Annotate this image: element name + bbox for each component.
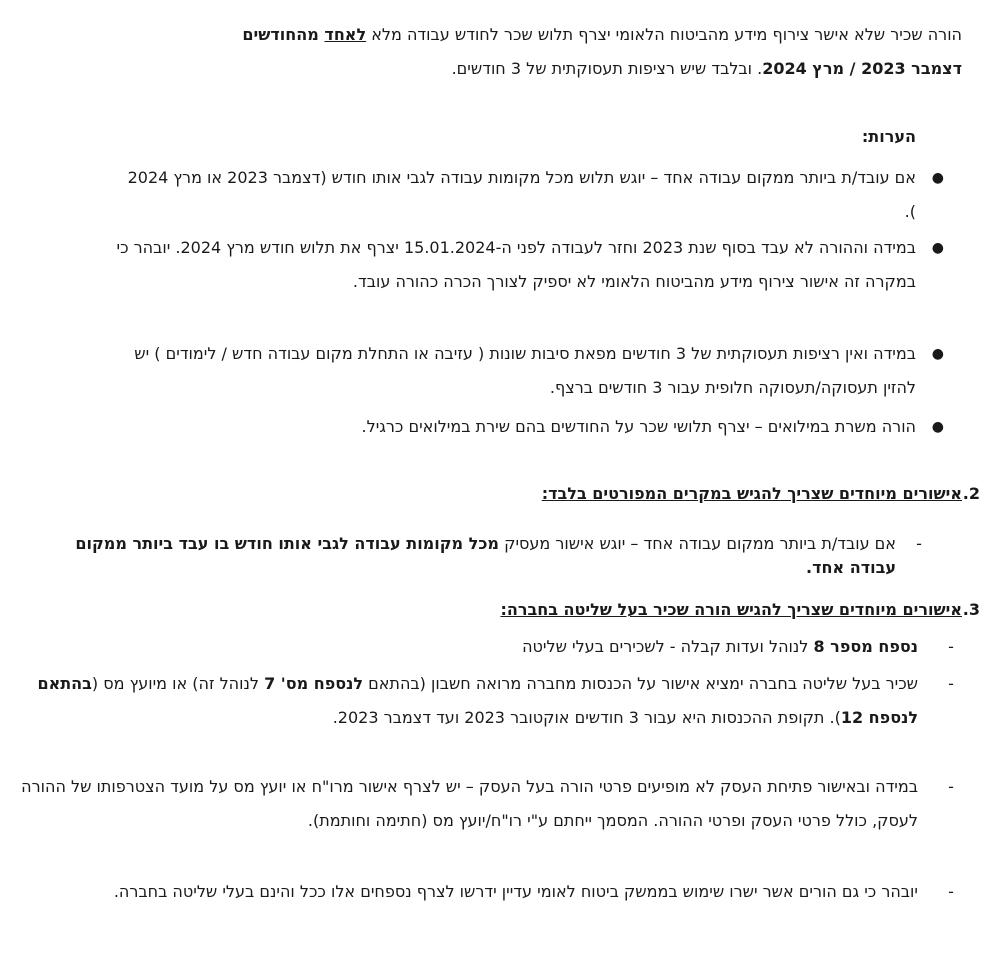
dash-marker: - (948, 882, 954, 901)
dash-marker: - (948, 637, 954, 656)
dash-marker: - (916, 534, 922, 553)
controlling-owner-heading (500, 593, 980, 627)
section-number: 3. (962, 600, 980, 619)
control-item-2 (18, 667, 958, 735)
dash-marker: - (948, 674, 954, 693)
note-text: במידה וההורה לא עבד בסוף שנת 2023 וחזר לעבודה לפני ה-15.01.2024 יצרף את תלוש חודש מרץ 2024. יובהר כי במקרה זה אישור צירוף מידע מהביטוח הלאומי לא יספיק לצורך הכרה כהורה עובד. (116, 238, 916, 291)
notes-bullet-3 (116, 337, 944, 405)
section-number: 2. (962, 484, 980, 503)
notes-bullet-4 (116, 410, 944, 444)
bullet-marker: ● (931, 346, 944, 362)
intro-emphasis-one: לאחד (324, 25, 367, 44)
section-heading: אישורים מיוחדים שצריך להגיש במקרים המפורטים בלבד: (541, 484, 962, 503)
intro-paragraph (102, 18, 962, 86)
notes-bullet-2 (116, 231, 944, 299)
item-emphasis: מכל מקומות עבודה לגבי אותו חודש בו עבד ביותר ממקום עבודה אחד. (75, 534, 896, 577)
bullet-marker: ● (931, 240, 944, 256)
intro-months: מהחודשים (242, 25, 325, 44)
note-text: במידה ואין רציפות תעסוקתית של 3 חודשים מפאת סיבות שונות ( עזיבה או התחלת מקום עבודה חדש / לימודים ) יש להזין תעסוקה/תעסוקה חלופית עבור 3 חודשים ברצף. (134, 344, 916, 397)
control-item-3 (18, 770, 958, 838)
intro-text-1: הורה שכיר שלא אישר צירוף מידע מהביטוח הלאומי יצרף תלוש שכר לחודש עבודה מלא (366, 25, 962, 44)
item-text: שכיר בעל שליטה בחברה ימציא אישור על הכנסות מחברה מרואה חשבון (בהתאם (363, 674, 918, 693)
special-approvals-item (36, 532, 926, 580)
control-item-4 (18, 875, 958, 909)
item-text: יובהר כי גם הורים אשר ישרו שימוש בממשק ביטוח לאומי עדיין ידרשו לצרף נספחים אלו ככל והינם בעלי שליטה בחברה. (113, 882, 918, 901)
appendix-ref: לנספח מס' 7 (264, 674, 364, 693)
notes-title: הערות: (861, 127, 916, 146)
item-text: ). תקופת ההכנסות היא עבור 3 חודשים אוקטובר 2023 ועד דצמבר 2023. (332, 708, 841, 727)
item-text: אם עובד/ת ביותר ממקום עבודה אחד – יוגש אישור מעסיק (499, 534, 896, 553)
item-text: לנוהל זה) או מיועץ מס ( (91, 674, 265, 693)
note-text: אם עובד/ת ביותר ממקום עבודה אחד – יוגש תלוש מכל מקומות עבודה לגבי אותו חודש (דצמבר 2023 או מרץ 2024 ). (127, 168, 916, 221)
item-text: במידה ובאישור פתיחת העסק לא מופיעים פרטי הורה בעל העסק – יש לצרף אישור מרו"ח או יועץ מס על מועד הצטרפותו של ההורה לעסק, כולל פרטי העסק ופרטי ההורה. המסמך ייחתם ע"י רו"ח/יועץ מס (חתימה וחותמת). (21, 777, 918, 830)
appendix-ref: נספח מספר 8 (813, 637, 918, 656)
item-text: לנוהל ועדות קבלה - לשכירים בעלי שליטה (522, 637, 814, 656)
intro-dates: דצמבר 2023 / מרץ 2024 (762, 59, 962, 78)
special-approvals-heading (541, 477, 980, 511)
control-item-1 (18, 630, 958, 664)
appendix-ref: בהתאם לנספח 12 (37, 674, 918, 727)
dash-marker: - (948, 777, 954, 796)
bullet-marker: ● (931, 419, 944, 435)
intro-text-2: . ובלבד שיש רציפות תעסוקתית של 3 חודשים. (451, 59, 763, 78)
section-heading: אישורים מיוחדים שצריך להגיש הורה שכיר בעל שליטה בחברה: (500, 600, 962, 619)
bullet-marker: ● (931, 170, 944, 186)
notes-bullet-1 (116, 161, 944, 229)
note-text: הורה משרת במילואים – יצרף תלושי שכר על החודשים בהם שירת במילואים כרגיל. (361, 417, 916, 436)
